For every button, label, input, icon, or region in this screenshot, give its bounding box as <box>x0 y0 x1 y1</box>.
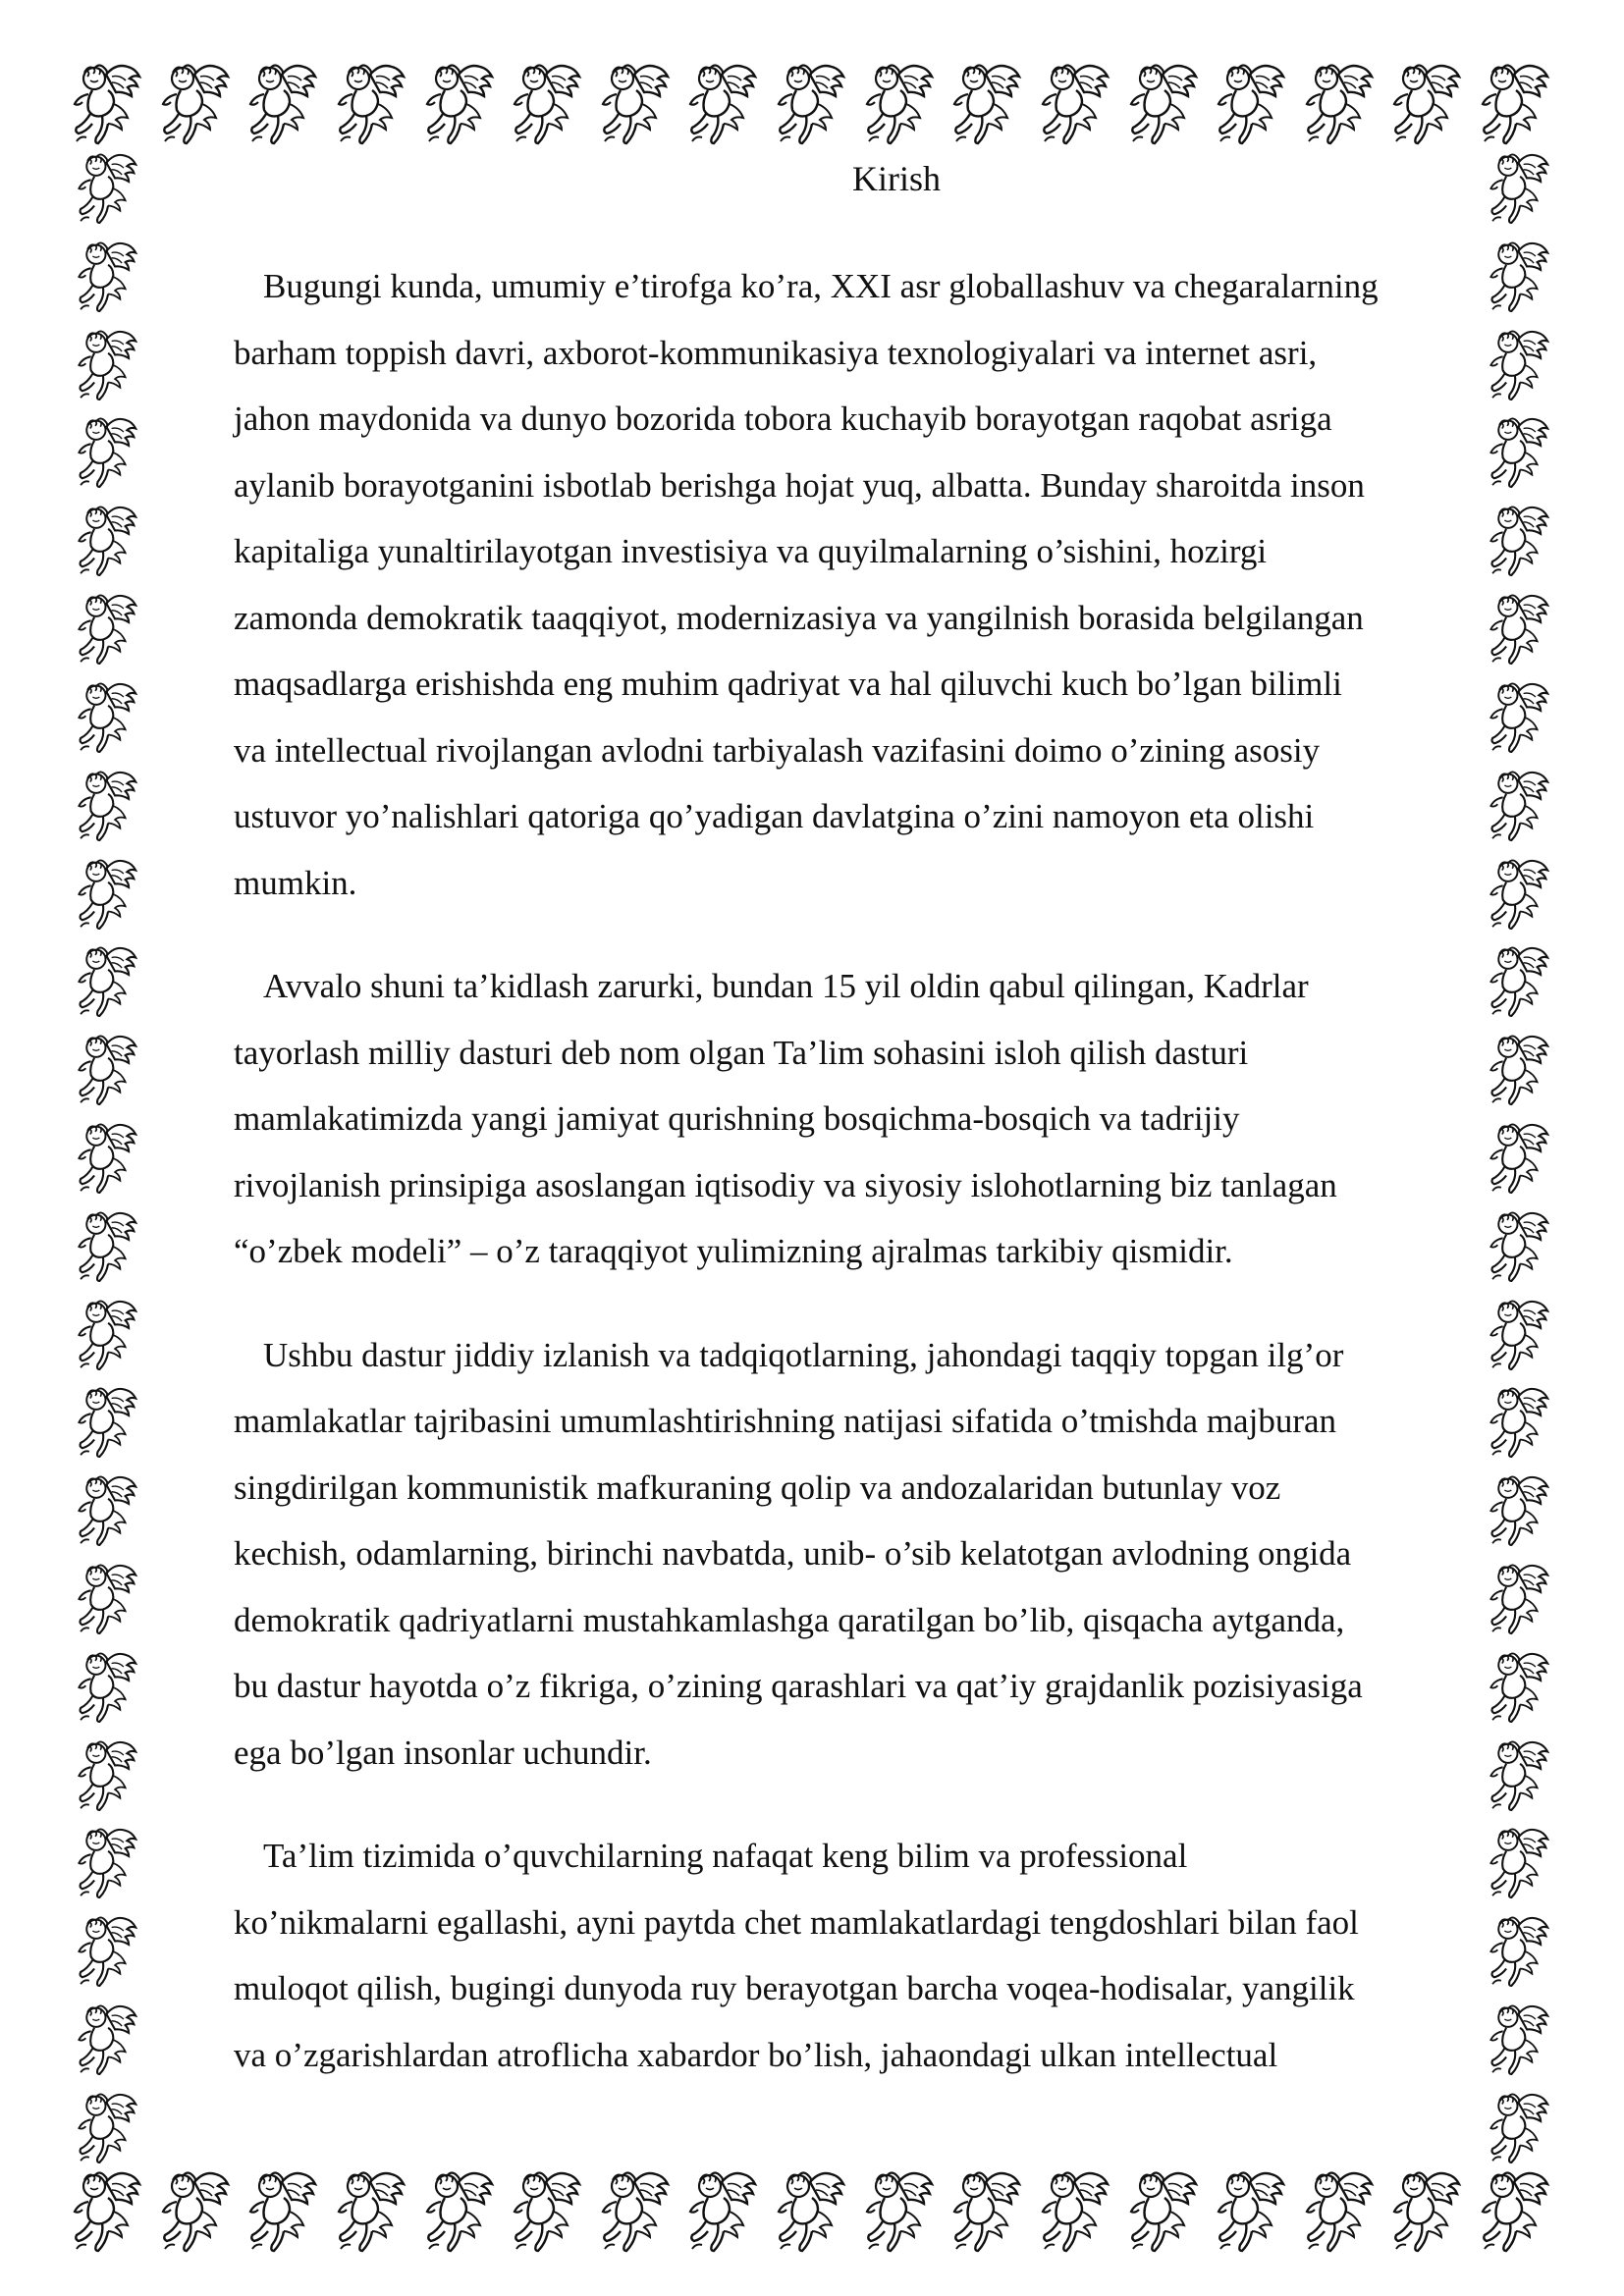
cherub-icon <box>1035 2164 1119 2259</box>
cherub-icon <box>67 1469 151 1552</box>
cherub-icon <box>859 2164 944 2259</box>
cherub-icon <box>67 324 151 406</box>
cherub-icon <box>67 1822 151 1904</box>
cherub-icon <box>67 2087 151 2169</box>
cherub-icon <box>507 57 591 151</box>
cherub-icon <box>67 588 151 670</box>
cherub-icon <box>595 57 679 151</box>
cherub-icon <box>1299 57 1383 151</box>
cherub-icon <box>507 2164 591 2259</box>
cherub-icon <box>1035 57 1119 151</box>
cherub-icon <box>859 57 944 151</box>
cherub-icon <box>1123 57 1208 151</box>
cherub-icon <box>67 765 151 847</box>
page-title: Kirish <box>852 159 941 198</box>
cherub-icon <box>595 2164 679 2259</box>
paragraph-1: Bugungi kunda, umumiy e’tirofga ko’ra, XXI asr globallashuv va chegaralarning barham toppish davri, axborot-kommunikasiya texnologiyalari va internet asri, jahon maydonida va dunyo bozorida tobora kuchayib borayotgan raqobat asriga aylanib borayotganini isbotlab berishga hojat yuq, albatta. Bunday sharoitda inson kapitaliga yunaltirilayotgan investisiya va quyilmalarning o’sishini, hozirgi zamonda demokratik taaqqiyot, modernizasiya va yangilnish borasida belgilangan maqsadlarga erishishda eng muhim qadriyat va hal qiluvchi kuch bo’lgan bilimli va intellectual rivojlangan avlodni tarbiyalash vazifasini doimo o’zining asosiy ustuvor yo’nalishlari qatoriga qo’yadigan davlatgina o’zini namoyon eta olishi mumkin. <box>234 267 1379 902</box>
cherub-icon <box>947 57 1031 151</box>
cherub-icon <box>243 2164 327 2259</box>
cherub-icon <box>67 500 151 582</box>
cherub-icon <box>1475 57 1559 151</box>
cherub-icon <box>67 1294 151 1376</box>
paragraph-4: Ta’lim tizimida o’quvchilarning nafaqat keng bilim va professional ko’nikmalarni egallashi, ayni paytda chet mamlakatlardagi tengdoshlari bilan faol muloqot qilish, bugingi dunyoda ruy berayotgan barcha voqea-hodisalar, yangilik va o’zgarishlardan atroflicha xabardor bo’lish, jahaondagi ulkan intellectual <box>234 1837 1359 2074</box>
cherub-icon <box>682 57 767 151</box>
cherub-icon <box>67 1999 151 2081</box>
cherub-icon <box>67 236 151 318</box>
cherub-icon <box>67 1029 151 1111</box>
cherub-icon <box>67 411 151 494</box>
cherub-icon <box>419 57 504 151</box>
cherub-icon <box>682 2164 767 2259</box>
paragraph-3: Ushbu dastur jiddiy izlanish va tadqiqotlarning, jahondagi taqqiy topgan ilg’or mamlakatlar tajribasini umumlashtirishning natijasi sifatida o’tmishda majburan singdirilgan kommunistik mafkuraning qolip va andozalaridan butunlay voz kechish, odamlarning, birinchi navbatda, unib- o’sib kelatotgan avlodning ongida demokratik qadriyatlarni mustahkamlashga qaratilgan bo’lib, qisqacha aytganda, bu dastur hayotda o’z fikriga, o’zining qarashlari va qat’iy grajdanlik pozisiyasiga ega bo’lgan insonlar uchundir. <box>234 1335 1363 1772</box>
cherub-icon <box>243 57 327 151</box>
cherub-icon <box>1386 57 1471 151</box>
cherub-icon <box>67 1910 151 1993</box>
cherub-icon <box>67 57 151 151</box>
cherub-icon <box>947 2164 1031 2259</box>
cherub-icon <box>67 147 151 230</box>
cherub-icon <box>67 1205 151 1288</box>
cherub-icon <box>771 2164 855 2259</box>
decorative-border-top <box>67 57 1559 155</box>
paragraph-2: Avvalo shuni ta’kidlash zarurki, bundan 15 yil oldin qabul qilingan, Kadrlar tayorlash milliy dasturi deb nom olgan Ta’lim sohasini isloh qilish dasturi mamlakatimizda yangi jamiyat qurishning bosqichma-bosqich va tadrijiy rivojlanish prinsipiga asoslangan iqtisodiy va siyosiy islohotlarning biz tanlagan “o’zbek modeli” – o’z taraqqiyot yulimizning ajralmas tarkibiy qismidir. <box>234 967 1337 1270</box>
decorative-border-left <box>67 147 151 2169</box>
cherub-icon <box>1386 2164 1471 2259</box>
cherub-icon <box>1475 2164 1559 2259</box>
cherub-icon <box>67 1646 151 1729</box>
cherub-icon <box>67 2164 151 2259</box>
cherub-icon <box>1123 2164 1208 2259</box>
cherub-icon <box>331 2164 415 2259</box>
document-body <box>234 147 1500 2125</box>
decorative-border-bottom <box>67 2164 1559 2263</box>
cherub-icon <box>1299 2164 1383 2259</box>
cherub-icon <box>771 57 855 151</box>
cherub-icon <box>155 57 240 151</box>
cherub-icon <box>419 2164 504 2259</box>
cherub-icon <box>1211 57 1295 151</box>
cherub-icon <box>331 57 415 151</box>
cherub-icon <box>67 940 151 1023</box>
cherub-icon <box>67 853 151 935</box>
cherub-icon <box>155 2164 240 2259</box>
cherub-icon <box>67 1735 151 1817</box>
cherub-icon <box>67 1558 151 1640</box>
cherub-icon <box>67 1381 151 1464</box>
cherub-icon <box>67 676 151 759</box>
cherub-icon <box>1211 2164 1295 2259</box>
cherub-icon <box>67 1117 151 1200</box>
